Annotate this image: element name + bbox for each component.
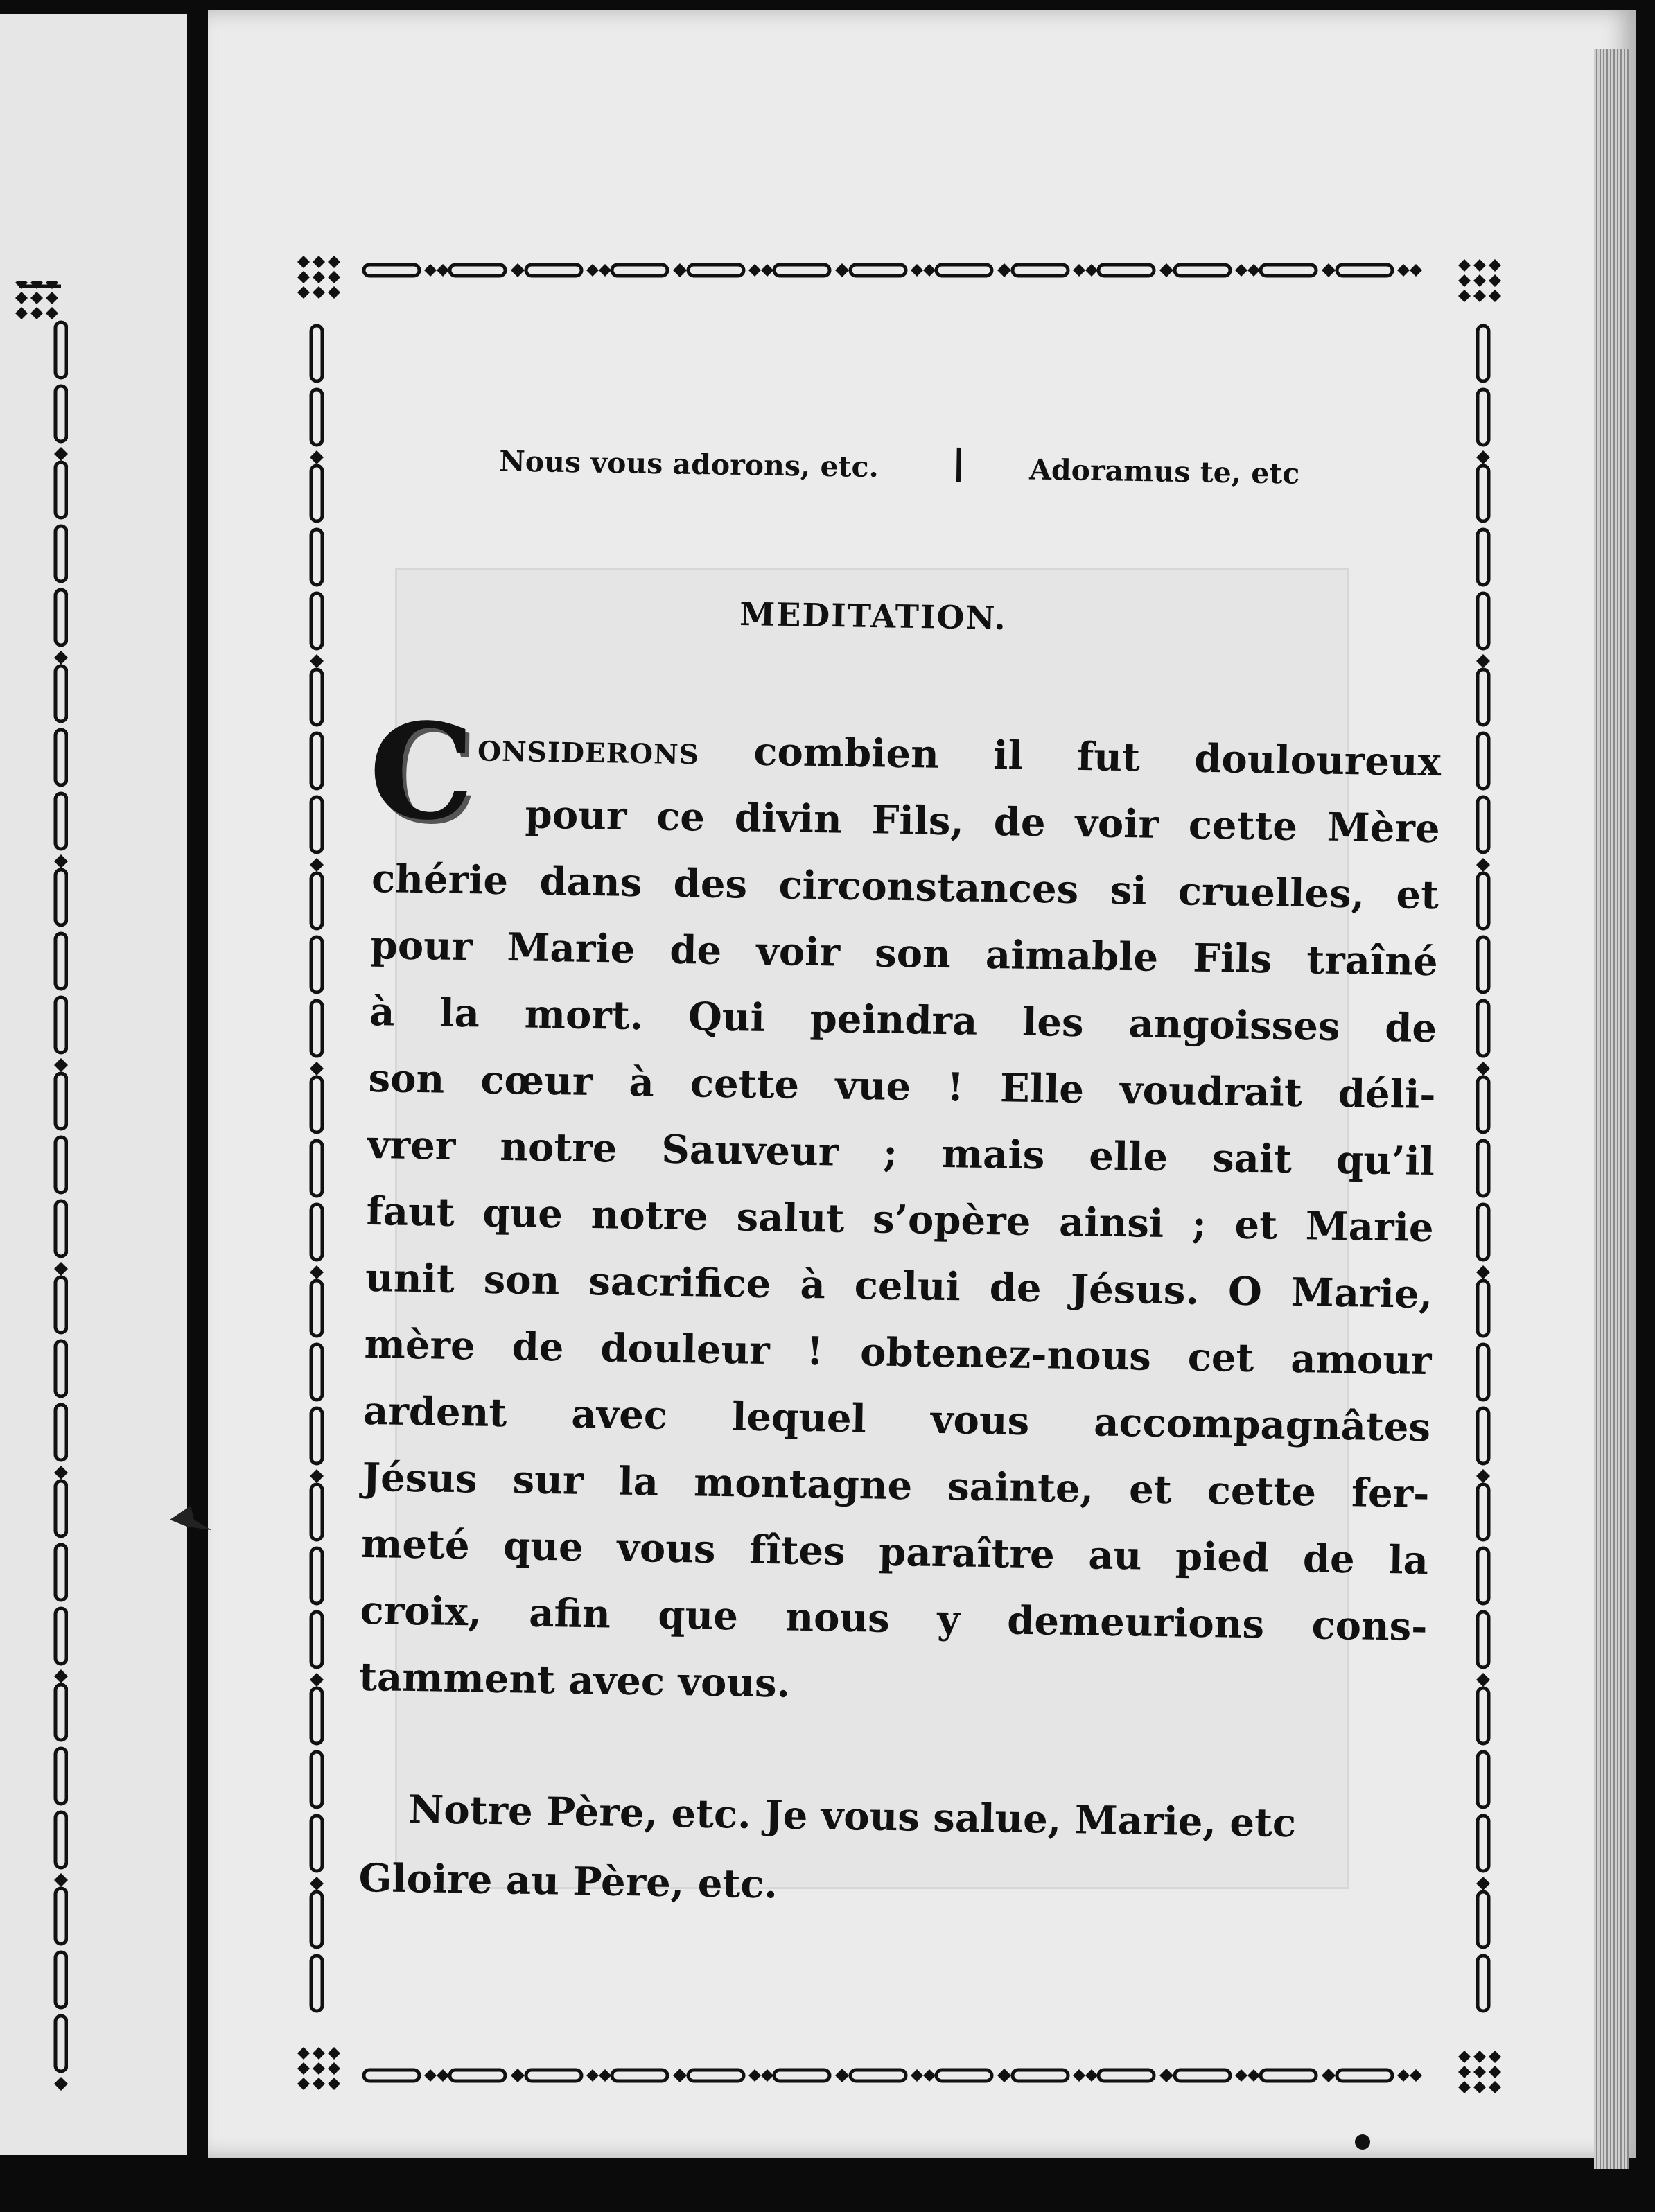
text-line: croix, afin que nous y demeurions cons- [360,1587,1428,1651]
text-line: Jésus sur la montagne sainte, et cette fer- [362,1454,1430,1518]
text-line: pour ce divin Fils, de voir cette Mère [525,791,1441,852]
text-line: chérie dans des circonstances si cruelles, et [371,855,1439,919]
running-head-french: Nous vous adorons, etc. [498,444,879,484]
text-line: unit son sacrifice à celui de Jésus. O Marie, [365,1254,1433,1318]
page-tear-mark [166,1502,215,1537]
first-word: onsiderons [477,724,700,774]
ink-spot [1355,2134,1370,2150]
text-line: son cœur à cette vue ! Elle voudrait déli- [368,1055,1437,1118]
running-head-separator [956,448,961,482]
text-line: mère de douleur ! obtenez-nous cet amour [364,1321,1433,1385]
page-stack-edge [1594,49,1629,2169]
text-line: ardent avec lequel vous accompagnâtes [362,1387,1431,1451]
text-line-part: combien il fut douloureux [753,728,1442,786]
closing-line: Gloire au Père, etc. [358,1854,778,1908]
running-head-latin: Adoramus te, etc [1028,453,1300,491]
text-line: tamment avec vous. [358,1653,791,1707]
meditation-text [358,693,1442,1727]
text-line: pour Marie de voir son aimable Fils traîné [370,922,1439,985]
previous-page-ornamental-border [12,281,68,2110]
text-line: meté que vous fîtes paraître au pied de la [360,1520,1429,1584]
text-line: à la mort. Qui peindra les angoisses de [369,988,1437,1052]
closing-prayers [358,1774,1428,1929]
previous-page [0,14,187,2155]
closing-line: Notre Père, etc. Je vous salue, Marie, etc [408,1787,1297,1847]
text-line: vrer notre Sauveur ; mais elle sait qu’il [367,1121,1435,1185]
text-line: faut que notre salut s’opère ainsi ; et Marie [366,1188,1435,1252]
section-heading: MEDITATION. [739,595,1008,638]
drop-cap: C [367,693,475,850]
